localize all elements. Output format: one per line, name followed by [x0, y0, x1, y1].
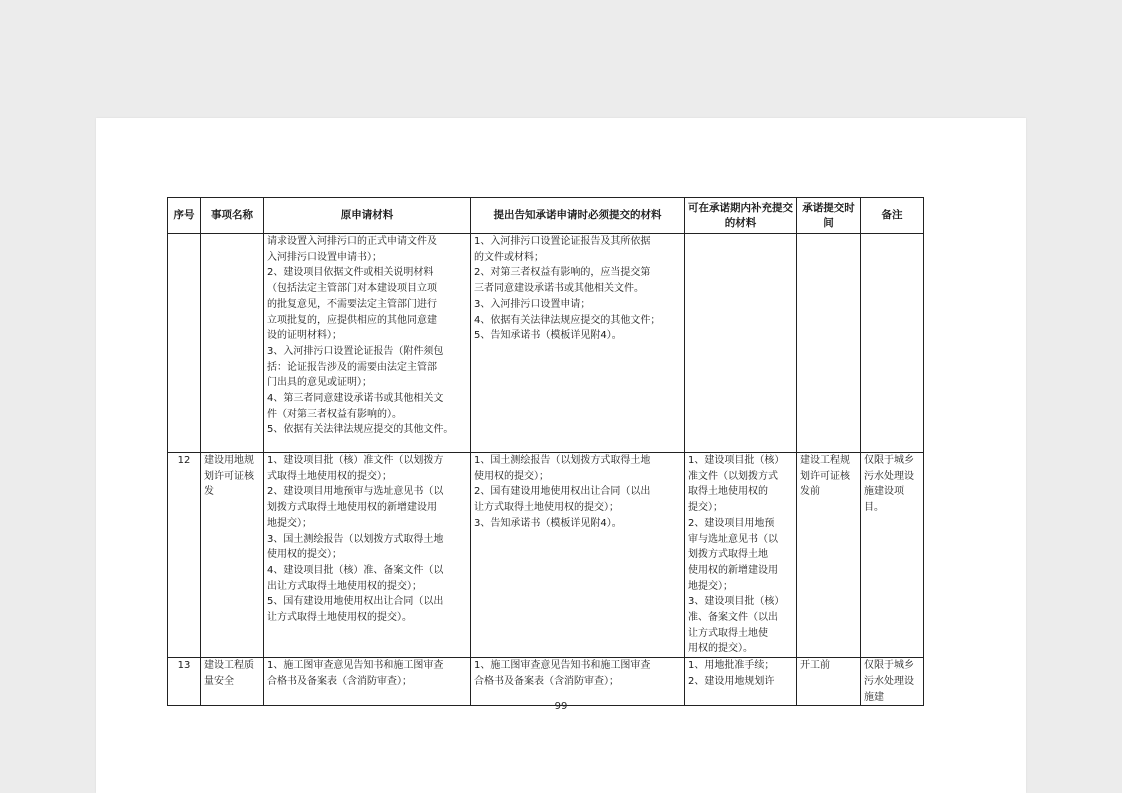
header-remark: 备注	[861, 198, 924, 234]
row-original-materials	[264, 658, 471, 706]
text-line: 让方式取得土地使	[688, 627, 768, 639]
text-line: 划拨方式取得土地	[688, 549, 768, 561]
text-line: 4、依据有关法律法规应提交的其他文件；	[474, 314, 661, 326]
header-original-materials: 原申请材料	[264, 198, 471, 234]
text-line: 三者同意建设承诺书或其他相关文件。	[474, 283, 644, 295]
table-header-row	[168, 198, 924, 234]
text-line: 1、建设项目批（核）准文件（以划拨方	[267, 455, 444, 466]
text-line: 2、建设用地规划许	[688, 675, 775, 687]
row-supplement-materials	[685, 453, 797, 658]
text-line: 2、建设项目用地预	[688, 517, 775, 529]
text-line: 1、施工图审查意见告知书和施工图审查	[474, 660, 651, 672]
text-line: 括：论证报告涉及的需要由法定主管部	[267, 361, 437, 373]
table-row	[168, 234, 924, 453]
text-line: 出让方式取得土地使用权的提交）；	[267, 580, 422, 592]
text-line: 1、国土测绘报告（以划拨方式取得土地	[474, 455, 651, 466]
header-supplement-materials: 可在承诺期内补充提交的材料	[685, 198, 797, 234]
text-line: 用权的提交）。	[688, 643, 753, 655]
text-line: 3、入河排污口设置论证报告（附件须包	[267, 345, 444, 357]
row-commit-time	[797, 234, 861, 453]
row-supplement-materials	[685, 234, 797, 453]
text-line: 的批复意见，不需要法定主管部门进行	[267, 298, 437, 310]
row-commit-time: 开工前	[797, 658, 861, 706]
text-line: 立项批复的，应提供相应的其他同意建	[267, 314, 437, 326]
row-seq: 12	[168, 453, 201, 658]
text-line: 1、施工图审查意见告知书和施工图审查	[267, 660, 444, 672]
text-line: 2、对第三者权益有影响的，应当提交第	[474, 267, 651, 279]
row-required-materials	[471, 234, 685, 453]
row-commit-time: 建设工程规划许可证核发前	[797, 453, 861, 658]
header-item-name: 事项名称	[201, 198, 264, 234]
text-line: 2、国有建设用地使用权出让合同（以出	[474, 486, 651, 498]
text-line: （包括法定主管部门对本建设项目立项	[267, 283, 437, 295]
text-line: 1、建设项目批（核）	[688, 455, 785, 466]
text-line: 准、备案文件（以出	[688, 612, 778, 624]
text-line: 提交）；	[688, 502, 723, 514]
table-row	[168, 658, 924, 706]
text-line: 让方式取得土地使用权的提交）。	[267, 612, 412, 624]
text-line: 4、建设项目批（核）准、备案文件（以	[267, 564, 444, 576]
text-line: 件（对第三者权益有影响的）。	[267, 408, 402, 420]
table-row	[168, 453, 924, 658]
row-original-materials	[264, 453, 471, 658]
text-line: 合格书及备案表（含消防审查）；	[474, 675, 619, 687]
text-line: 3、国土测绘报告（以划拨方式取得土地	[267, 533, 444, 545]
text-line: 的文件或材料；	[474, 251, 544, 263]
text-line: 地提交）；	[267, 517, 312, 529]
text-line: 取得土地使用权的	[688, 486, 768, 498]
text-line: 2、建设项目用地预审与选址意见书（以	[267, 486, 444, 498]
text-line: 5、依据有关法律法规应提交的其他文件。	[267, 424, 454, 436]
text-line: 3、告知承诺书（模板详见附4）。	[474, 517, 622, 529]
row-remark: 仅限于城乡污水处理设施建设项目。	[861, 453, 924, 658]
row-seq	[168, 234, 201, 453]
text-line: 准文件（以划拨方式	[688, 470, 778, 482]
row-original-materials	[264, 234, 471, 453]
page-number: 99	[554, 701, 568, 712]
text-line: 使用权的提交）；	[474, 470, 549, 482]
row-item-name: 建设用地规划许可证核发	[201, 453, 264, 658]
commitment-materials-table	[167, 197, 924, 706]
row-seq: 13	[168, 658, 201, 706]
row-required-materials	[471, 453, 685, 658]
text-line: 5、告知承诺书（模板详见附4）。	[474, 330, 622, 342]
text-line: 4、第三者同意建设承诺书或其他相关文	[267, 393, 444, 405]
text-line: 5、国有建设用地使用权出让合同（以出	[267, 596, 444, 608]
text-line: 地提交）；	[688, 580, 733, 592]
row-remark: 仅限于城乡污水处理设施建	[861, 658, 924, 706]
text-line: 门出具的意见或证明）；	[267, 377, 372, 389]
text-line: 1、入河排污口设置论证报告及其所依据	[474, 236, 651, 247]
text-line: 请求设置入河排污口的正式申请文件及	[267, 236, 437, 247]
header-required-materials: 提出告知承诺申请时必须提交的材料	[471, 198, 685, 234]
text-line: 3、建设项目批（核）	[688, 596, 785, 608]
text-line: 2、建设项目依据文件或相关说明材料	[267, 267, 434, 279]
text-line: 使用权的新增建设用	[688, 564, 778, 576]
text-line: 3、入河排污口设置申请；	[474, 298, 591, 310]
row-required-materials	[471, 658, 685, 706]
text-line: 设的证明材料）；	[267, 330, 342, 342]
row-remark	[861, 234, 924, 453]
text-line: 式取得土地使用权的提交）；	[267, 470, 392, 482]
text-line: 让方式取得土地使用权的提交）；	[474, 502, 619, 514]
row-item-name: 建设工程质量安全	[201, 658, 264, 706]
text-line: 划拨方式取得土地使用权的新增建设用	[267, 502, 437, 514]
row-supplement-materials	[685, 658, 797, 706]
text-line: 使用权的提交）；	[267, 549, 342, 561]
text-line: 入河排污口设置申请书）；	[267, 251, 382, 263]
text-line: 1、用地批准手续；	[688, 660, 775, 672]
header-commit-time: 承诺提交时间	[797, 198, 861, 234]
text-line: 合格书及备案表（含消防审查）；	[267, 675, 412, 687]
row-item-name	[201, 234, 264, 453]
header-seq: 序号	[168, 198, 201, 234]
text-line: 审与选址意见书（以	[688, 533, 778, 545]
